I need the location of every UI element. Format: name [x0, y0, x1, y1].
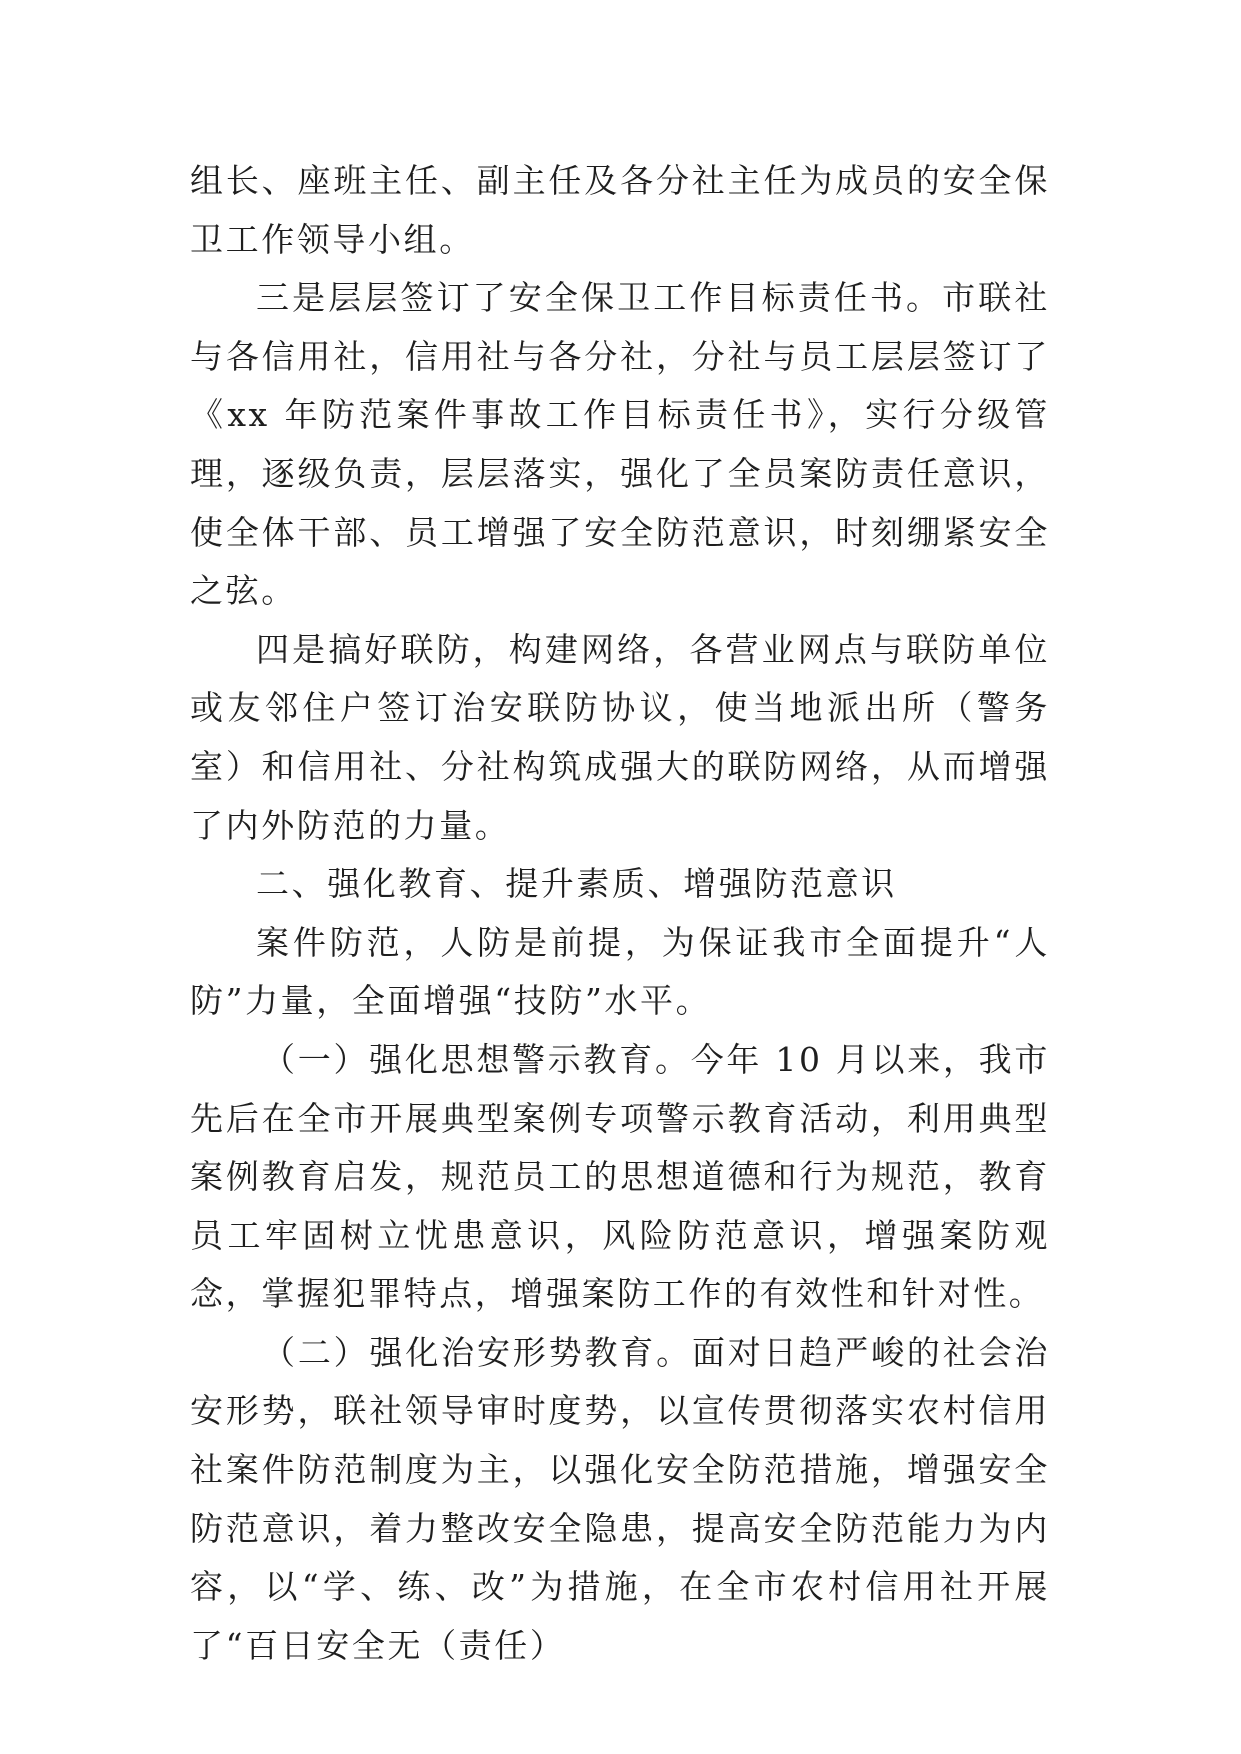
paragraph-case-prevention: 案件防范，人防是前提，为保证我市全面提升“人防”力量，全面增强“技防”水平。 — [190, 922, 1050, 1021]
paragraph-warning-education: （一）强化思想警示教育。今年 10 月以来，我市先后在全市开展典型案例专项警示教育活动，利用典型案例教育启发，规范员工的思想道德和行为规范，教育员工牢固树立忧患意识，风险防范意识，增强案防观念，掌握犯罪特点，增强案防工作的有效性和针对性。 — [190, 1039, 1050, 1314]
document-body — [190, 152, 1050, 1675]
section-heading-education: 二、强化教育、提升素质、增强防范意识 — [256, 864, 897, 904]
paragraph-responsibility-letters: 三是层层签订了安全保卫工作目标责任书。市联社与各信用社，信用社与各分社，分社与员工层层签订了《xx 年防范案件事故工作目标责任书》，实行分级管理，逐级负责，层层落实，强化了全员案防责任意识，使全体干部、员工增强了安全防范意识，时刻绷紧安全之弦。 — [190, 278, 1050, 611]
paragraph-continuation: 组长、座班主任、副主任及各分社主任为成员的安全保卫工作领导小组。 — [190, 161, 1050, 259]
paragraph-joint-defense: 四是搞好联防，构建网络，各营业网点与联防单位或友邻住户签订治安联防协议，使当地派出所（警务室）和信用社、分社构筑成强大的联防网络，从而增强了内外防范的力量。 — [190, 629, 1050, 845]
paragraph-security-education: （二）强化治安形势教育。面对日趋严峻的社会治安形势，联社领导审时度势，以宣传贯彻落实农村信用社案件防范制度为主，以强化安全防范措施，增强安全防范意识，着力整改安全隐患，提高安全防范能力为内容，以“学、练、改”为措施，在全市农村信用社开展了“百日安全无（责任） — [190, 1332, 1050, 1665]
